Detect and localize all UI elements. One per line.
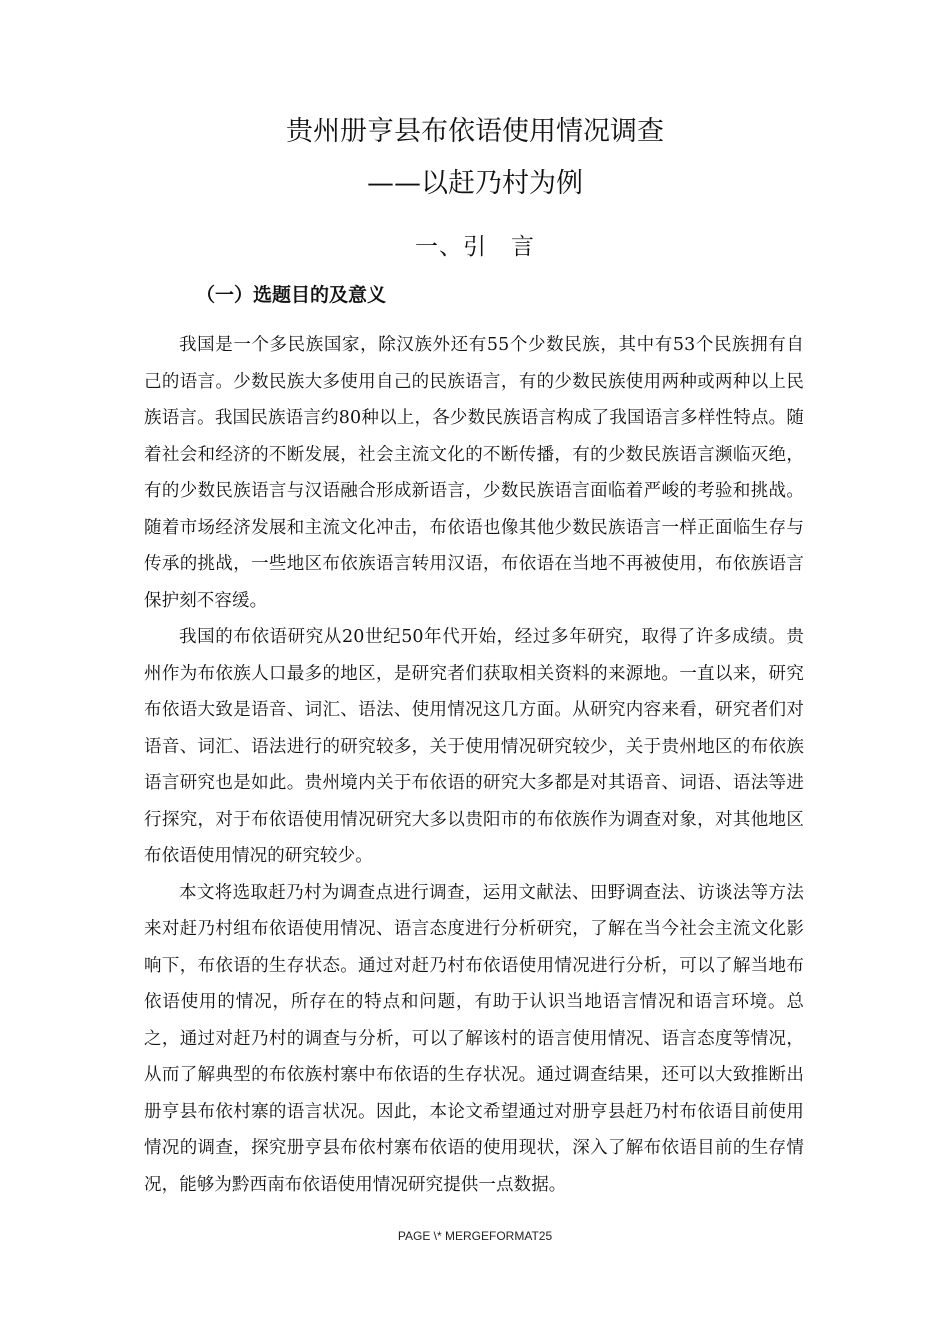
paragraph: 本文将选取赶乃村为调查点进行调查，运用文献法、田野调查法、访谈法等方法来对赶乃村组布依语使用情况、语言态度进行分析研究，了解在当今社会主流文化影响下，布依语的生存状态。通过对赶乃村布依语使用情况进行分析，可以了解当地布依语使用的情况，所存在的特点和问题，有助于认识当地语言情况和语言环境。总之，通过对赶乃村的调查与分析，可以了解该村的语言使用情况、语言态度等情况，从而了解典型的布依族村寨中布依语的生存状况。通过调查结果，还可以大致推断出册亨县布依村寨的语言状况。因此，本论文希望通过对册亨县赶乃村布依语目前使用情况的调查，探究册亨县布依村寨布依语的使用现状，深入了解布依语目前的生存情况，能够为黔西南布依语使用情况研究提供一点数据。	[144, 882, 804, 1195]
subsection-heading: （一）选题目的及意义	[196, 284, 387, 306]
document-subtitle: ——以赶乃村为例	[367, 168, 583, 199]
page-footer: PAGE \* MERGEFORMAT25	[397, 1229, 553, 1243]
section-heading: 一、引 言	[415, 234, 535, 260]
body-text	[144, 327, 804, 1203]
document-title: 贵州册亨县布依语使用情况调查	[286, 116, 664, 147]
paragraph: 我国是一个多民族国家，除汉族外还有55个少数民族，其中有53个民族拥有自己的语言。少数民族大多使用自己的民族语言，有的少数民族使用两种或两种以上民族语言。我国民族语言约80种以上，各少数民族语言构成了我国语言多样性特点。随着社会和经济的不断发展，社会主流文化的不断传播，有的少数民族语言濒临灭绝，有的少数民族语言与汉语融合形成新语言，少数民族语言面临着严峻的考验和挑战。随着市场经济发展和主流文化冲击，布依语也像其他少数民族语言一样正面临生存与传承的挑战，一些地区布依族语言转用汉语，布依语在当地不再被使用，布依族语言保护刻不容缓。	[144, 335, 804, 611]
paragraph: 我国的布依语研究从20世纪50年代开始，经过多年研究，取得了许多成绩。贵州作为布依族人口最多的地区，是研究者们获取相关资料的来源地。一直以来，研究布依语大致是语音、词汇、语法、使用情况这几方面。从研究内容来看，研究者们对语音、词汇、语法进行的研究较多，关于使用情况研究较少，关于贵州地区的布依族语言研究也是如此。贵州境内关于布依语的研究大多都是对其语音、词语、语法等进行探究，对于布依语使用情况研究大多以贵阳市的布依族作为调查对象，对其他地区布依语使用情况的研究较少。	[144, 627, 804, 866]
